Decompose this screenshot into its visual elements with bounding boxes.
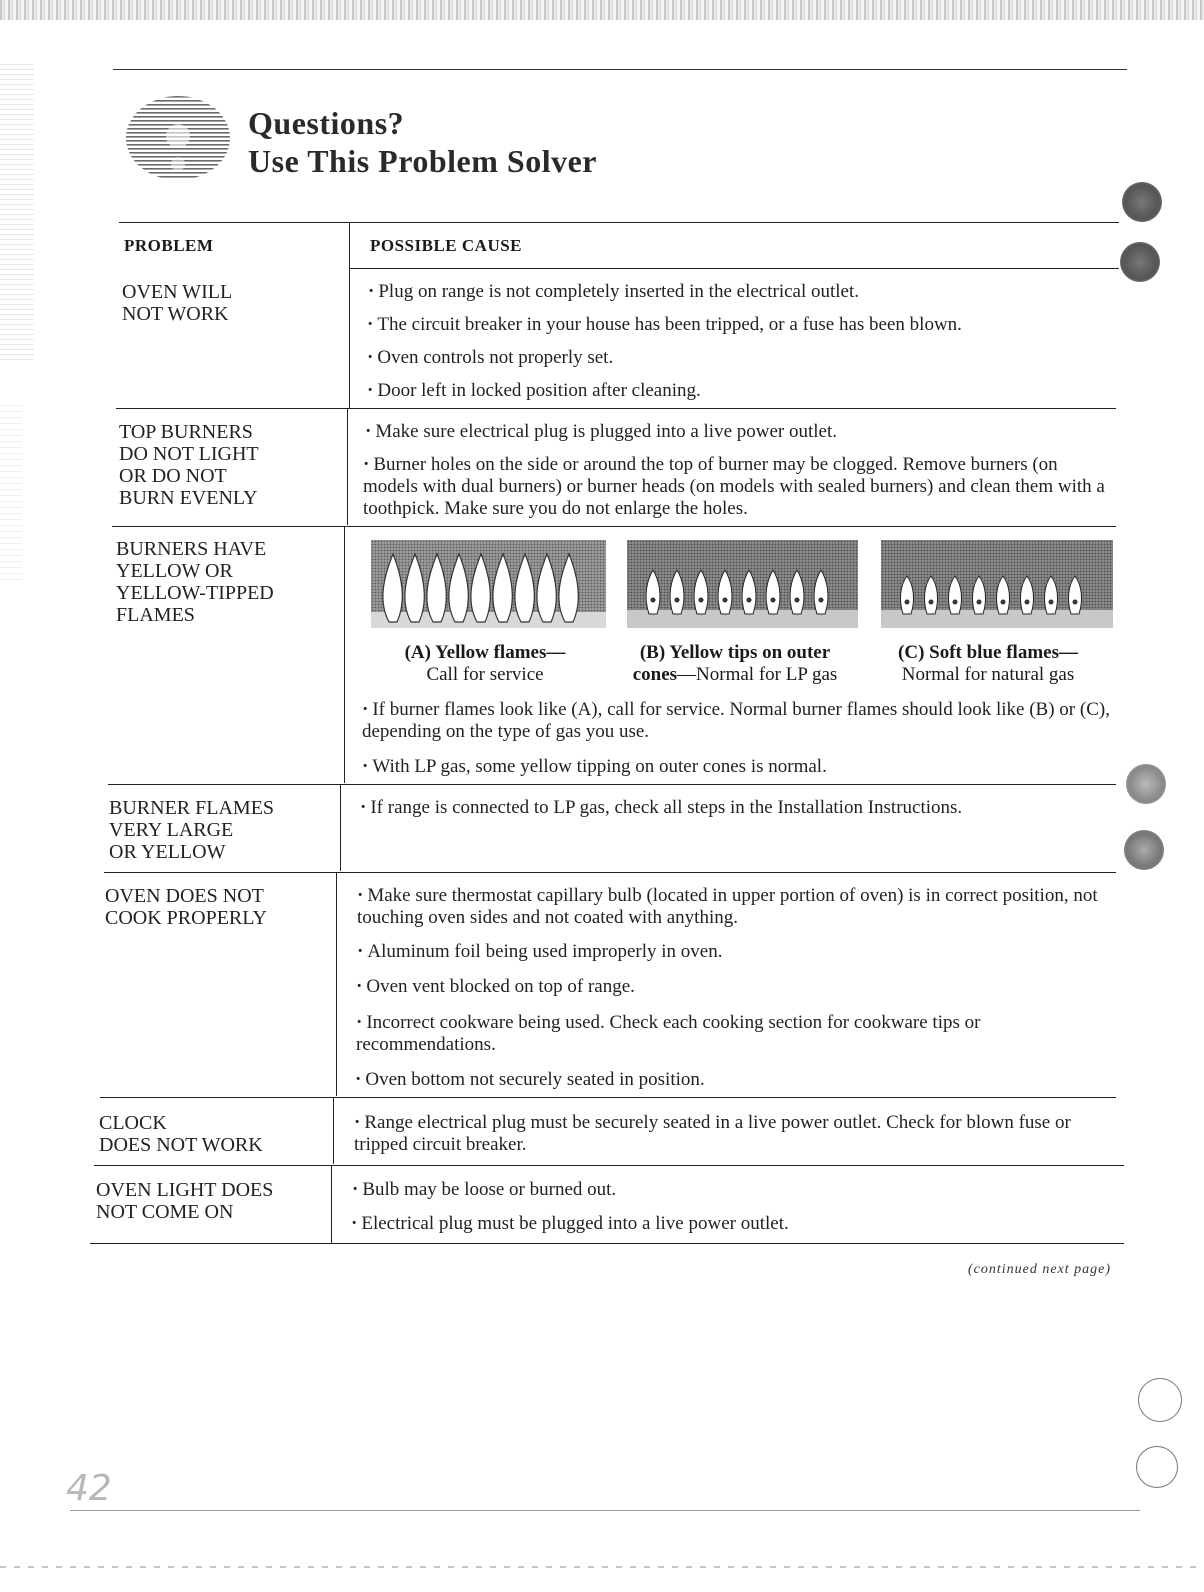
globe-icon (123, 92, 233, 184)
problem-yellow-flames: BURNERS HAVE YELLOW OR YELLOW-TIPPED FLAMES (116, 538, 274, 626)
row-rule (94, 1165, 1124, 1166)
flame-figure-a (371, 540, 606, 628)
row-rule (116, 408, 1116, 409)
cause-item: · Oven vent blocked on top of range. (356, 976, 1101, 998)
cause-item: · With LP gas, some yellow tipping on outer cones is normal. (362, 756, 1112, 778)
binder-hole-icon (1136, 1446, 1178, 1488)
bottom-rule (70, 1510, 1140, 1511)
cause-item: · Aluminum foil being used improperly in oven. (357, 941, 1102, 963)
row-rule (108, 784, 1116, 785)
scan-noise-top (0, 0, 1204, 20)
problem-burner-flames-large: BURNER FLAMES VERY LARGE OR YELLOW (109, 797, 275, 863)
problem-oven-does-not-cook: OVEN DOES NOT COOK PROPERLY (105, 885, 267, 929)
column-divider (331, 1166, 332, 1243)
cause-item: · Oven controls not properly set. (367, 347, 1107, 369)
header-rule (349, 268, 1119, 269)
column-header-cause: POSSIBLE CAUSE (370, 236, 523, 255)
cause-item: · Door left in locked position after cleaning. (367, 380, 1107, 402)
column-divider (333, 1098, 334, 1164)
problem-top-burners-do-not-light: TOP BURNERS DO NOT LIGHT OR DO NOT BURN EVENLY (119, 421, 259, 509)
cause-item: · The circuit breaker in your house has been tripped, or a fuse has been blown. (367, 314, 1107, 336)
table-top-rule (119, 222, 1119, 223)
caption-a: (A) Yellow flames— Call for service (404, 642, 566, 685)
cause-item: · Incorrect cookware being used. Check each cooking section for cookware tips or recommendations. (356, 1012, 1056, 1056)
title-line-1: Questions? (248, 105, 405, 141)
cause-item: · Bulb may be loose or burned out. (352, 1179, 1112, 1201)
flame-figure-b (627, 540, 858, 628)
column-divider (340, 785, 341, 871)
column-divider (347, 409, 348, 525)
scan-noise-bottom (0, 1566, 1204, 1568)
column-divider (336, 873, 337, 1096)
column-header-problem: PROBLEM (124, 236, 214, 255)
cause-item: · Make sure electrical plug is plugged into a live power outlet. (365, 421, 1110, 443)
row-rule (100, 1097, 1116, 1098)
cause-item: · Burner holes on the side or around the top of burner may be clogged. Remove burners (on models with dual burners) or burner heads (on models with sealed burners) and clean them with a toothpick. Make sure you do not enlarge the holes. (363, 454, 1111, 520)
scan-noise-left (0, 60, 34, 360)
binder-hole-icon (1126, 764, 1166, 804)
row-rule (112, 526, 1116, 527)
column-divider (349, 222, 350, 408)
problem-oven-will-not-work: OVEN WILL NOT WORK (122, 281, 233, 325)
problem-oven-light: OVEN LIGHT DOES NOT COME ON (96, 1179, 274, 1223)
binder-hole-icon (1122, 182, 1162, 222)
cause-item: · Make sure thermostat capillary bulb (located in upper portion of oven) is in correct position, not touching oven sides and not coated with anything. (357, 885, 1102, 929)
cause-item: · Electrical plug must be plugged into a live power outlet. (351, 1213, 1111, 1235)
row-rule (104, 872, 1116, 873)
title-line-2: Use This Problem Solver (248, 143, 597, 179)
problem-clock-does-not-work: CLOCK DOES NOT WORK (99, 1112, 263, 1156)
flame-figure-c (881, 540, 1113, 628)
cause-item: · If burner flames look like (A), call for service. Normal burner flames should look like (B) or (C), depending on the type of gas you use. (362, 699, 1112, 743)
continued-note: (continued next page) (968, 1262, 1112, 1277)
caption-c: (C) Soft blue flames— Normal for natural gas (898, 642, 1078, 685)
table-bottom-rule (90, 1243, 1124, 1244)
caption-b: (B) Yellow tips on outer cones—Normal for LP gas (632, 642, 838, 685)
column-divider (344, 527, 345, 783)
cause-item: · If range is connected to LP gas, check all steps in the Installation Instructions. (360, 797, 1110, 819)
top-rule (113, 69, 1127, 70)
cause-item: · Range electrical plug must be securely seated in a live power outlet. Check for blown fuse or tripped circuit breaker. (354, 1112, 1114, 1156)
cause-item: · Plug on range is not completely inserted in the electrical outlet. (368, 281, 1108, 303)
page-number: 42 (66, 1468, 112, 1509)
cause-item: · Oven bottom not securely seated in position. (355, 1069, 1100, 1091)
page-title (248, 104, 597, 180)
scan-noise-left-lower (0, 400, 22, 580)
binder-hole-icon (1138, 1378, 1182, 1422)
binder-hole-icon (1124, 830, 1164, 870)
binder-hole-icon (1120, 242, 1160, 282)
